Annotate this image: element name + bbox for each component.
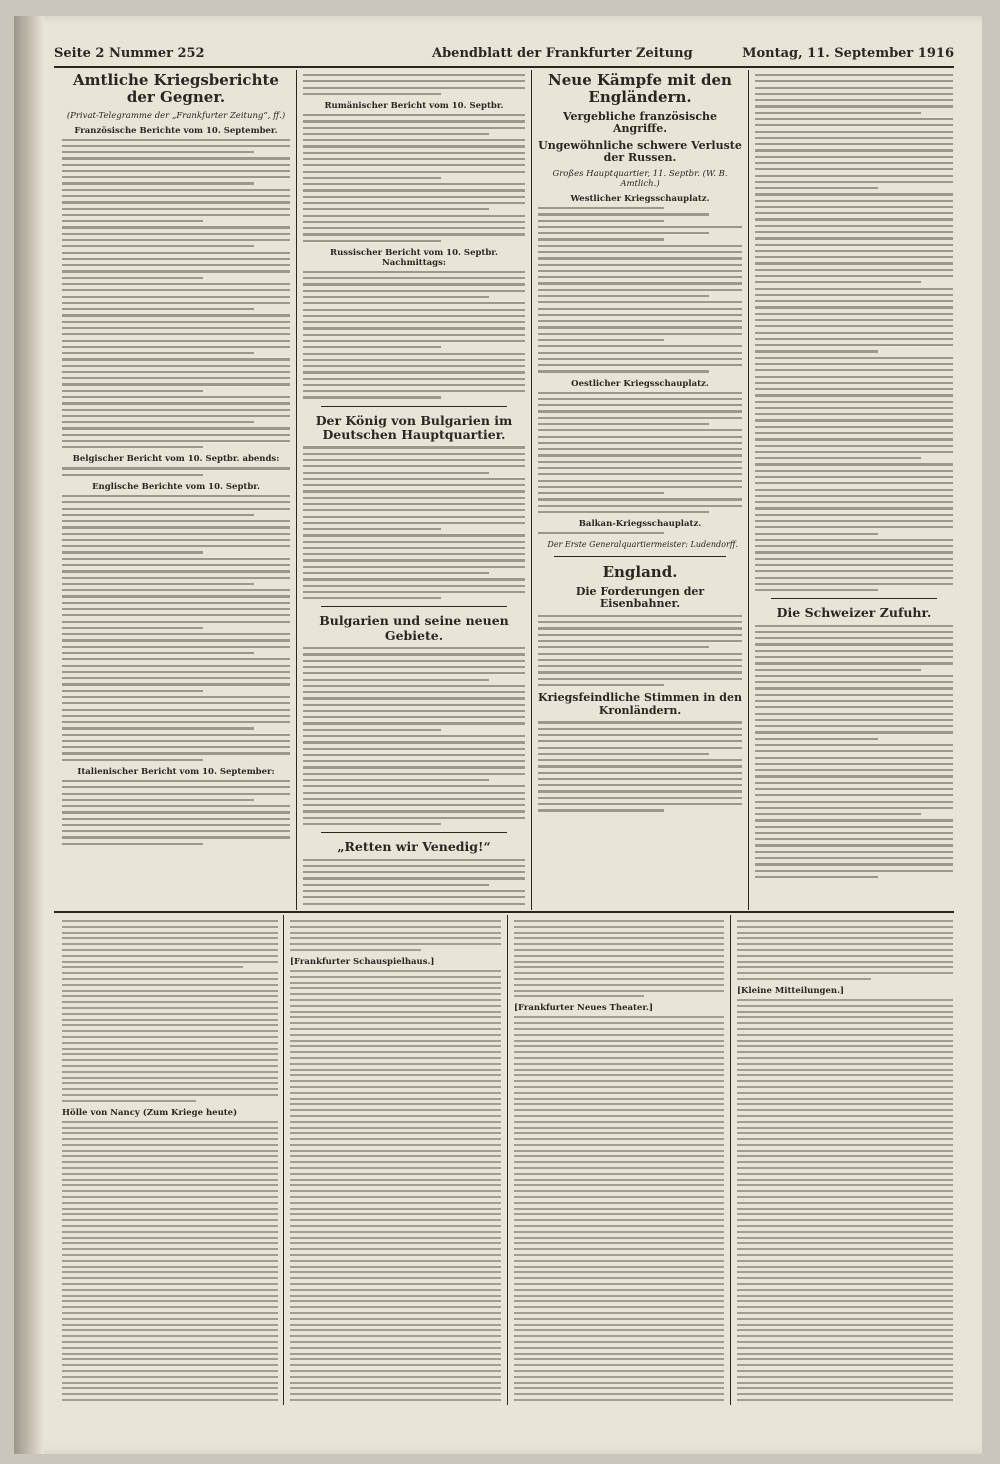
feuilleton-rule (54, 911, 954, 913)
feuilleton-text-3b (514, 1016, 724, 1402)
issue-date: Montag, 11. September 1916 (742, 46, 954, 61)
feuilleton-column-2 (290, 918, 501, 1402)
feuilleton-column-rule-2 (507, 915, 508, 1405)
section-romanian-report: Rumänischer Bericht vom 10. Septbr. (324, 101, 504, 112)
feuilleton-column-4 (737, 918, 953, 1402)
headline-bulgaria-territories: Bulgarien und seine neuen Gebiete. (319, 613, 509, 643)
headline-england: England. (602, 563, 678, 582)
feuilleton-column-rule-3 (730, 915, 731, 1405)
signature-ludendorff: Der Erste Generalquartiermeister: Ludendorff. (547, 540, 738, 550)
separator (321, 606, 508, 607)
headline-enemy-reports: Amtliche Kriegsberichte der Gegner. (73, 72, 279, 107)
feuilleton-item-title-1: Hölle von Nancy (Zum Kriege heute) (62, 1107, 238, 1118)
french-report-text (62, 139, 290, 449)
masthead (54, 44, 954, 66)
albanian-report-text (303, 74, 525, 95)
italian-report-text (62, 780, 290, 845)
section-balkan-theater: Balkan-Kriegsschauplatz. (578, 519, 702, 530)
headline-save-venice: „Retten wir Venedig!“ (337, 839, 491, 855)
continued-text (755, 74, 953, 591)
newspaper-title: Abendblatt der Frankfurter Zeitung (432, 46, 693, 61)
separator (771, 598, 937, 599)
section-french-reports: Französische Berichte vom 10. September. (74, 125, 278, 136)
railway-workers-text (538, 615, 742, 686)
save-venice-text (303, 859, 525, 907)
section-eastern-theater: Oestlicher Kriegsschauplatz. (571, 378, 709, 389)
page-number: Seite 2 Nummer 252 (54, 46, 205, 61)
eastern-theater-text (538, 392, 742, 514)
section-western-theater: Westlicher Kriegsschauplatz. (570, 194, 710, 205)
headline-new-battles: Neue Kämpfe mit den Engländern. (548, 72, 732, 107)
feuilleton-item-title-4: [Kleine Mitteilungen.] (737, 985, 845, 996)
subhead-crown-lands: Kriegsfeindliche Stimmen in den Kronländern. (538, 691, 742, 717)
feuilleton-text-4 (737, 920, 953, 980)
feuilleton-text-4b (737, 999, 953, 1402)
column-enemy-war-reports (62, 72, 290, 907)
subhead-railway-workers: Die Forderungen der Eisenbahner. (575, 584, 705, 611)
feuilleton-text-2 (290, 920, 501, 951)
feuilleton-column-3 (514, 918, 724, 1402)
balkan-theater-text (538, 532, 742, 534)
column-rule-1 (296, 70, 297, 910)
column-rule-2 (531, 70, 532, 910)
feuilleton-item-title-2: [Frankfurter Schauspielhaus.] (290, 956, 435, 967)
separator (321, 406, 508, 407)
separator (554, 556, 725, 557)
section-english-reports: Englische Berichte vom 10. Septbr. (92, 481, 260, 492)
bulgaria-territories-text (303, 647, 525, 825)
feuilleton-text-1 (62, 920, 278, 1102)
feuilleton-column-rule-1 (283, 915, 284, 1405)
subhead-french-attacks: Vergebliche französische Angriffe. (562, 109, 718, 136)
headline-swiss-supply: Die Schweizer Zufuhr. (776, 605, 932, 621)
swiss-supply-text (755, 625, 953, 878)
column-rule-3 (748, 70, 749, 910)
page-spine-shadow (14, 16, 44, 1454)
masthead-rule (54, 66, 954, 68)
section-belgian-report: Belgischer Bericht vom 10. Septbr. abends: (72, 454, 280, 465)
feuilleton-item-title-3: [Frankfurter Neues Theater.] (514, 1003, 653, 1014)
belgian-report-text (62, 467, 290, 475)
dateline-headquarters: Großes Hauptquartier, 11. Septbr. (W. B. Amtlich.) (552, 169, 728, 190)
english-report-text (62, 495, 290, 761)
bulgarian-king-text (303, 446, 525, 599)
feuilleton-column-1 (62, 918, 278, 1402)
subhead-russian-losses: Ungewöhnliche schwere Verluste der Russen. (538, 138, 742, 165)
feuilleton-text-2b (290, 970, 501, 1402)
crown-lands-text (538, 721, 742, 811)
feuilleton-text-1b (62, 1121, 278, 1402)
column-new-battles-england (538, 72, 742, 907)
romanian-report-text (303, 114, 525, 242)
western-theater-text (538, 207, 742, 373)
column-romanian-russian-bulgaria (303, 72, 525, 907)
headline-bulgarian-king: Der König von Bulgarien im Deutschen Hauptquartier. (315, 412, 513, 443)
russian-report-text (303, 271, 525, 399)
feuilleton-text-3 (514, 920, 724, 997)
column-swiss-supply (755, 72, 953, 907)
subtitle-private-telegrams: (Privat-Telegramme der „Frankfurter Zeitung“, ff.) (66, 110, 286, 121)
section-russian-report: Russischer Bericht vom 10. Septbr. Nachmittags: (330, 247, 498, 268)
section-italian-report: Italienischer Bericht vom 10. September: (77, 766, 275, 777)
separator (321, 832, 508, 833)
